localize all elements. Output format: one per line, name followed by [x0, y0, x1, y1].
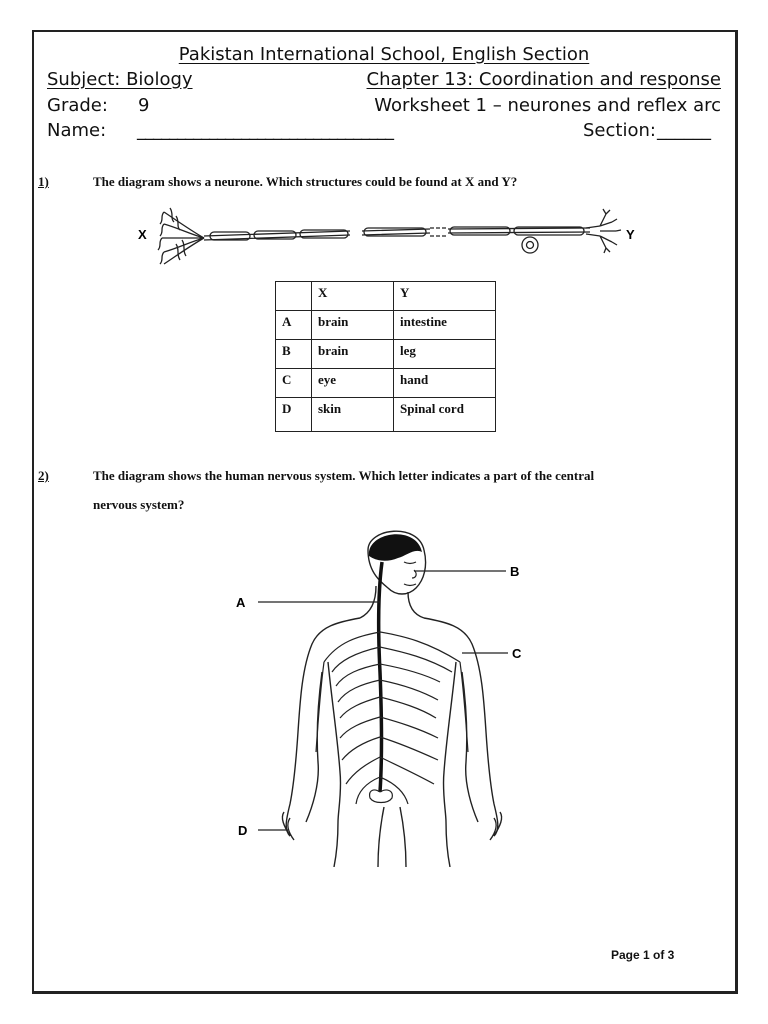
option-letter: D — [276, 398, 312, 432]
body-outline — [282, 531, 501, 867]
subject-label: Subject: Biology — [47, 69, 193, 90]
table-row — [276, 311, 496, 340]
neurone-diagram — [130, 200, 650, 272]
school-title: Pakistan International School, English Section — [178, 44, 590, 65]
table-cell: leg — [394, 340, 496, 369]
table-cell: hand — [394, 369, 496, 398]
question-2-text-line1: The diagram shows the human nervous system. Which letter indicates a part of the central — [93, 468, 595, 483]
table-cell — [276, 282, 312, 311]
neurone-label-x: X — [138, 227, 147, 242]
table-cell: eye — [312, 369, 394, 398]
name-label: Name: — [47, 120, 107, 141]
peripheral-nerves — [316, 632, 468, 804]
myelinated-axon — [204, 227, 590, 253]
nervous-system-diagram — [228, 522, 538, 867]
option-letter: B — [276, 340, 312, 369]
label-d: D — [238, 823, 248, 838]
option-letter: A — [276, 311, 312, 340]
neurone-label-y: Y — [626, 227, 635, 242]
question-2-text-line2: nervous system? — [93, 497, 185, 512]
label-pointers — [258, 571, 508, 830]
table-cell: Spinal cord — [394, 398, 496, 432]
option-letter: C — [276, 369, 312, 398]
question-2-number: 2) — [38, 468, 49, 483]
brain-shape — [369, 534, 422, 561]
table-row — [276, 369, 496, 398]
table-header-row — [276, 282, 496, 311]
face-features — [404, 562, 416, 586]
table-cell: brain — [312, 340, 394, 369]
table-row — [276, 398, 496, 432]
section-blank[interactable]: ______ — [657, 120, 711, 141]
question-1-number: 1) — [38, 174, 49, 189]
table-cell: intestine — [394, 311, 496, 340]
table-cell: X — [312, 282, 394, 311]
table-row — [276, 340, 496, 369]
grade-value: 9 — [138, 95, 150, 116]
section-label: Section: — [583, 120, 656, 141]
label-c: C — [512, 646, 522, 661]
table-cell: skin — [312, 398, 394, 432]
chapter-title: Chapter 13: Coordination and response — [366, 69, 721, 90]
answer-table — [275, 281, 496, 432]
worksheet-title: Worksheet 1 – neurones and reflex arc — [374, 95, 721, 116]
dendrite-endings — [158, 208, 204, 264]
axon-terminal — [586, 209, 621, 253]
page-number: Page 1 of 3 — [611, 948, 675, 962]
question-1-text: The diagram shows a neurone. Which structures could be found at X and Y? — [93, 174, 518, 189]
table-cell: Y — [394, 282, 496, 311]
label-b: B — [510, 564, 520, 579]
table-cell: brain — [312, 311, 394, 340]
grade-label: Grade: — [47, 95, 108, 116]
name-blank[interactable]: ________________________________ — [137, 120, 393, 141]
label-a: A — [236, 595, 246, 610]
